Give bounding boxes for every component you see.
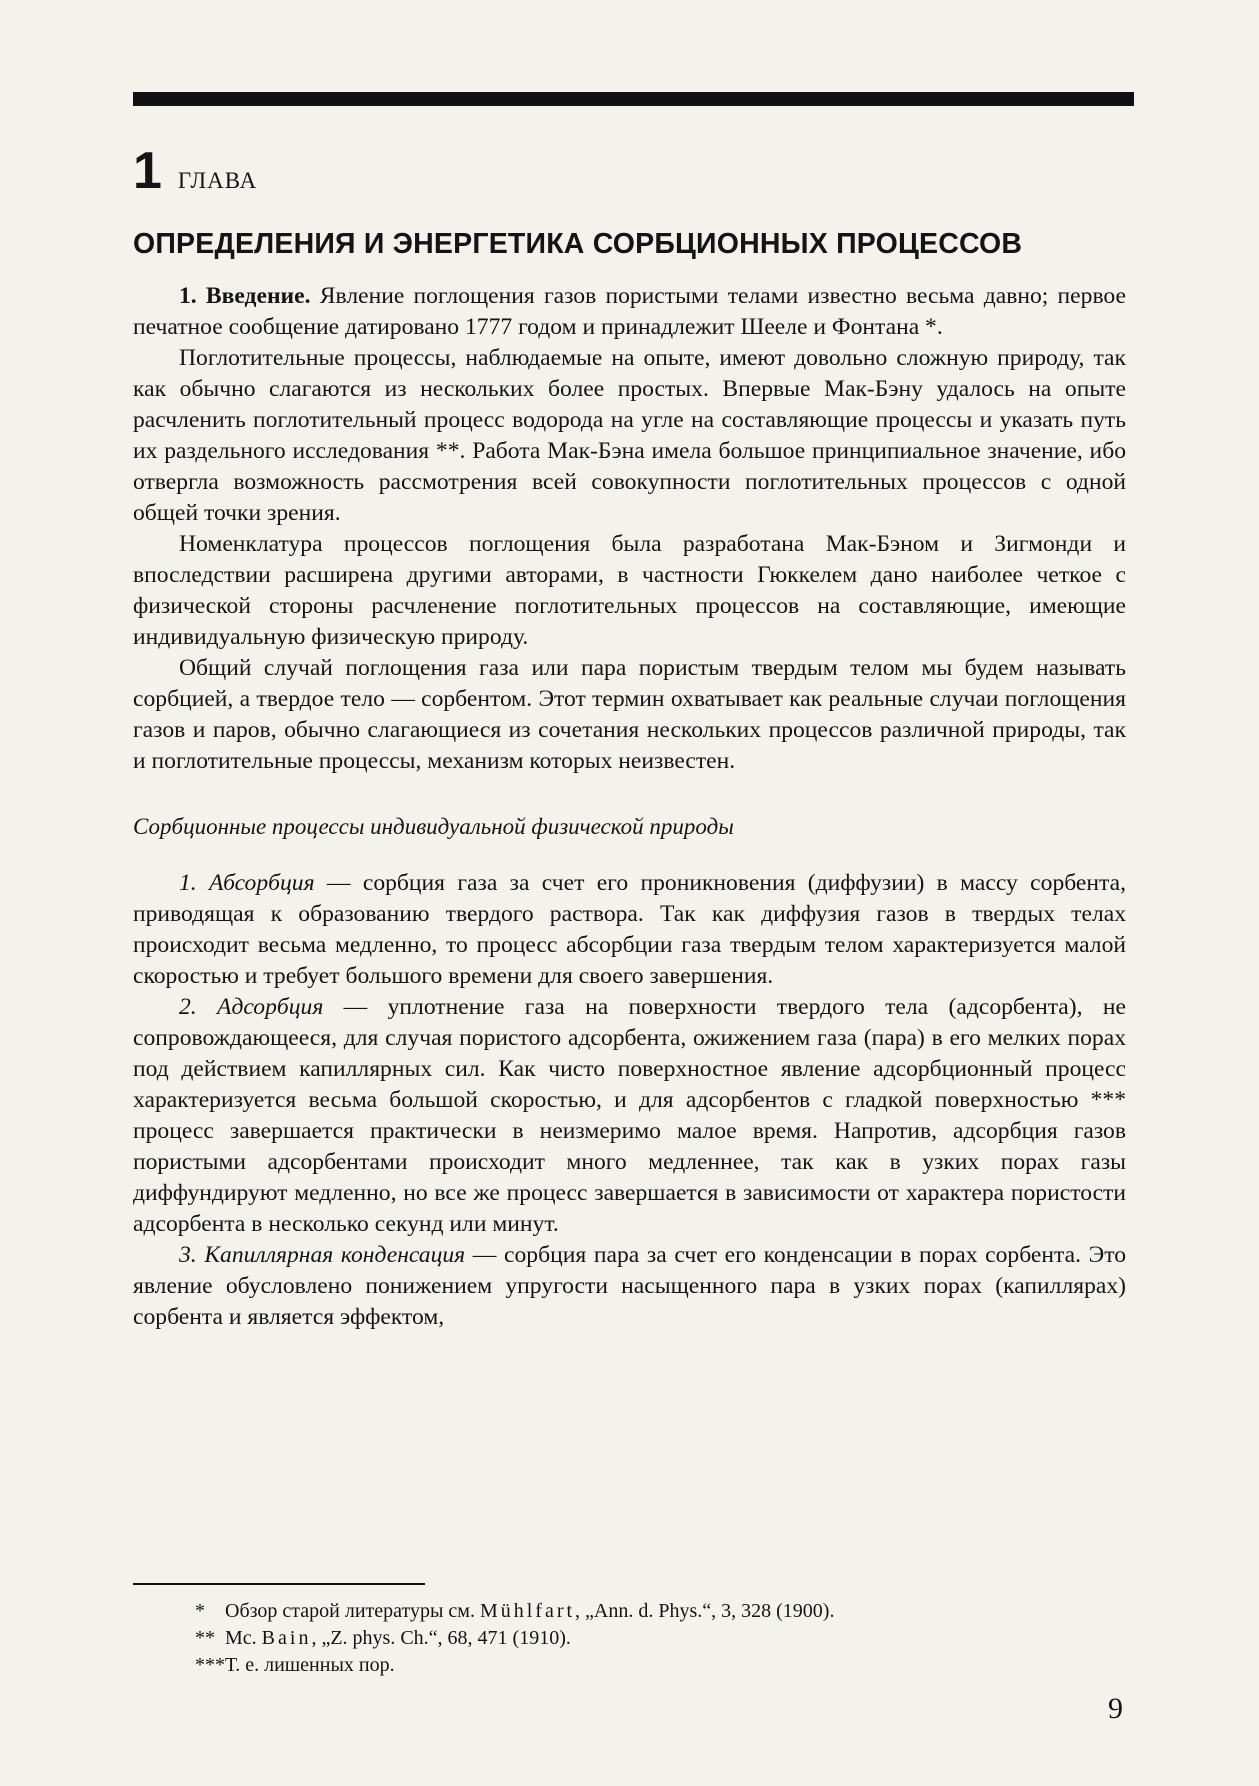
intro-text: Явление поглощения газов пористыми телами известно весьма давно; первое печатное сообщение датировано 1777 годом и принадлежит Шееле и Фонтана *. (133, 283, 1126, 340)
footnote (195, 1652, 834, 1679)
top-rule (133, 92, 1134, 106)
footnote-author: Bain (261, 1627, 312, 1649)
list-item (133, 868, 1126, 992)
chapter-label: ГЛАВА (177, 168, 258, 193)
footnote-source: , „Z. phys. Ch.“, 68, 471 (1910). (311, 1627, 571, 1649)
footnote-text: Т. е. лишенных пор. (225, 1654, 395, 1676)
list-item (133, 1240, 1126, 1333)
footnote-author: Mühlfart (479, 1600, 576, 1622)
intro-paragraph (133, 281, 1126, 343)
item-term: 3. Капиллярная конденсация (179, 1242, 466, 1268)
footnote (195, 1598, 834, 1625)
section-label: 1. Введение. (179, 283, 311, 309)
body-text (133, 281, 1126, 1333)
footnote-text: Mc. (225, 1627, 262, 1649)
chapter-number: 1 (133, 142, 162, 200)
footnote-rule (133, 1583, 425, 1585)
footnote-text: Обзор старой литературы см. (225, 1600, 480, 1622)
footnote-mark: * (195, 1600, 205, 1622)
subheading: Сорбционные процессы индивидуальной физической природы (133, 814, 734, 839)
item-term: 2. Адсорбция (179, 994, 324, 1020)
paragraph: Номенклатура процессов поглощения была разработана Мак-Бэном и Зигмонди и впоследствии расширена другими авторами, в частности Гюккелем дано наиболее четкое с физической стороны расчленение поглотительных процессов на составляющие, имеющие индивидуальную физическую природу. (133, 531, 1126, 650)
footnote-mark: *** (195, 1654, 225, 1676)
paragraph: Поглотительные процессы, наблюдаемые на опыте, имеют довольно сложную природу, так как обычно слагаются из нескольких более простых. Впервые Мак-Бэну удалось на опыте расчленить поглотительный процесс водорода на угле на составляющие процессы и указать путь их раздельного исследования **. Работа Мак-Бэна имела большое принципиальное значение, ибо отвергла возможность рассмотрения всей совокупности поглотительных процессов с одной общей точки зрения. (133, 345, 1126, 526)
item-text: — сорбция пара за счет его конденсации в порах сорбента. Это явление обусловлено понижением упругости насыщенного пара в узких порах (капиллярах) сорбента и является эффектом, (133, 1242, 1127, 1330)
paragraph: Общий случай поглощения газа или пара пористым твердым телом мы будем называть сорбцией, а твердое тело — сорбентом. Этот термин охватывает как реальные случаи поглощения газов и паров, обычно слагающиеся из сочетания нескольких процессов различной природы, так и поглотительные процессы, механизм которых неизвестен. (133, 655, 1126, 774)
footnote-mark: ** (195, 1627, 215, 1649)
chapter-heading (133, 142, 258, 200)
list-item (133, 992, 1126, 1240)
item-text: — уплотнение газа на поверхности твердого тела (адсорбента), не сопровождающееся, для случая пористого адсорбента, ожижением газа (пара) в его мелких порах под действием капиллярных сил. Как чисто поверхностное явление адсорбционный процесс характеризуется весьма большой скоростью, и для адсорбентов с гладкой поверхностью *** процесс завершается практически в неизмеримо малое время. Напротив, адсорбция газов пористыми адсорбентами происходит много медленнее, так как в узких порах газы диффундируют медленно, но все же процесс завершается в зависимости от характера пористости адсорбента в несколько секунд или минут. (133, 994, 1126, 1237)
footnote-source: , „Ann. d. Phys.“, 3, 328 (1900). (575, 1600, 835, 1622)
footnotes (195, 1598, 834, 1679)
chapter-title: ОПРЕДЕЛЕНИЯ И ЭНЕРГЕТИКА СОРБЦИОННЫХ ПРОЦЕССОВ (133, 228, 1023, 260)
footnote (195, 1625, 834, 1652)
item-term: 1. Абсорбция (179, 870, 315, 896)
page-number: 9 (1108, 1692, 1123, 1725)
item-text: — сорбция газа за счет его проникновения (диффузии) в массу сорбента, приводящая к образованию твердого раствора. Так как диффузия газов в твердых телах происходит весьма медленно, то процесс абсорбции газа твердым телом характеризуется малой скоростью и требует большого времени для своего завершения. (133, 870, 1127, 989)
